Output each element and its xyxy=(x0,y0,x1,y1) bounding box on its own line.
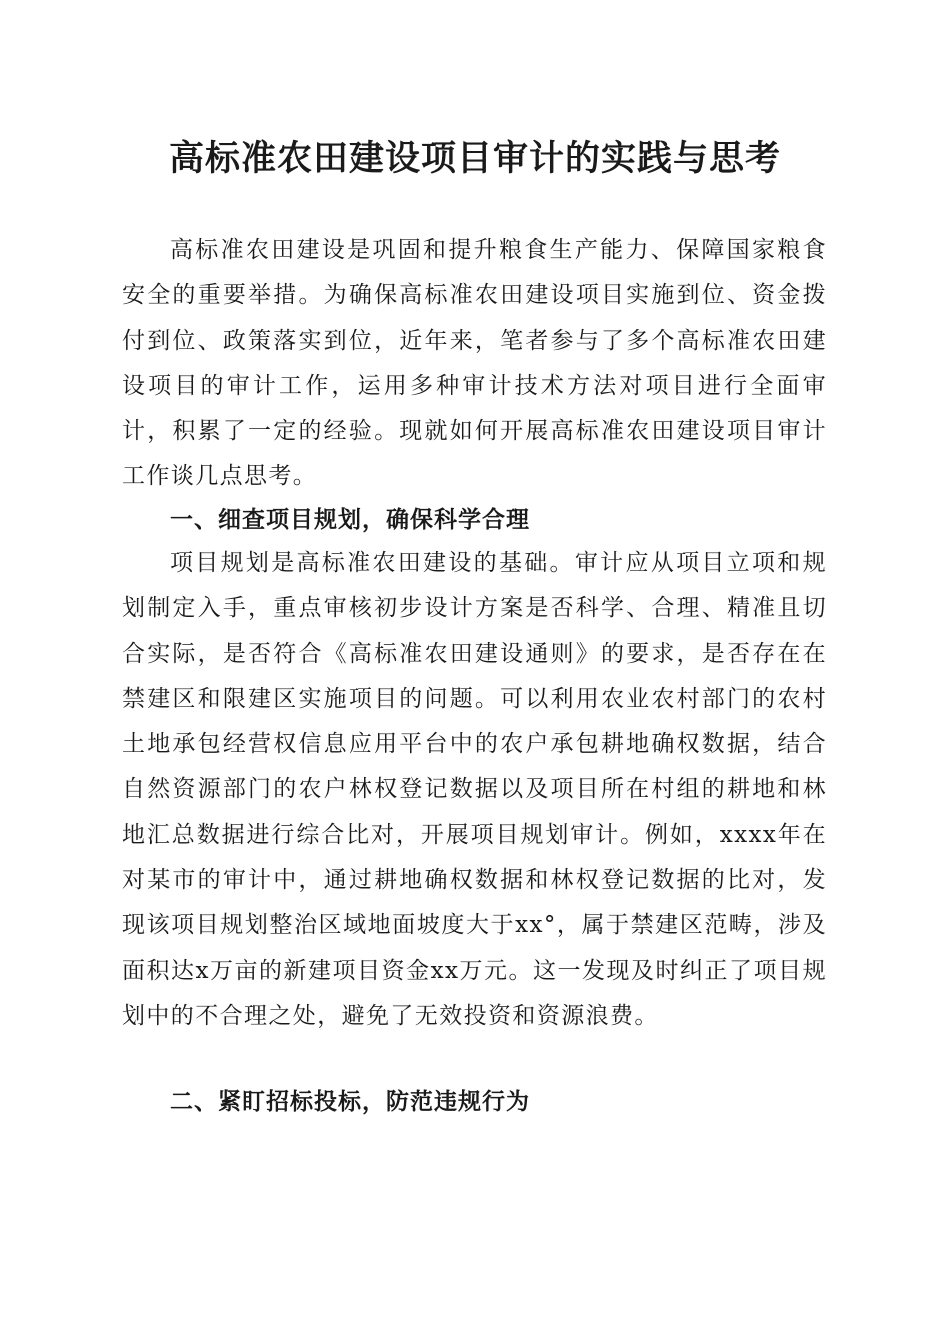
document-title: 高标准农田建设项目审计的实践与思考 xyxy=(168,138,781,179)
section-heading-2: 二、紧盯招标投标，防范违规行为 xyxy=(170,1089,530,1115)
section-heading-1: 一、细查项目规划，确保科学合理 xyxy=(170,507,530,533)
intro-paragraph: 高标准农田建设是巩固和提升粮食生产能力、保障国家粮食安全的重要举措。为确保高标准农田建设项目实施到位、资金拨付到位、政策落实到位，近年来，笔者参与了多个高标准农田建设项目的审计工作，运用多种审计技术方法对项目进行全面审计，积累了一定的经验。现就如何开展高标准农田建设项目审计工作谈几点思考。 xyxy=(122,237,827,490)
section-1-paragraph: 项目规划是高标准农田建设的基础。审计应从项目立项和规划制定入手，重点审核初步设计方案是否科学、合理、精准且切合实际，是否符合《高标准农田建设通则》的要求，是否存在在禁建区和限建区实施项目的问题。可以利用农业农村部门的农村土地承包经营权信息应用平台中的农户承包耕地确权数据，结合自然资源部门的农户林权登记数据以及项目所在村组的耕地和林地汇总数据进行综合比对，开展项目规划审计。例如，xxxx年在对某市的审计中，通过耕地确权数据和林权登记数据的比对，发现该项目规划整治区域地面坡度大于xx°，属于禁建区范畴，涉及面积达x万亩的新建项目资金xx万元。这一发现及时纠正了项目规划中的不合理之处，避免了无效投资和资源浪费。 xyxy=(122,550,827,1029)
